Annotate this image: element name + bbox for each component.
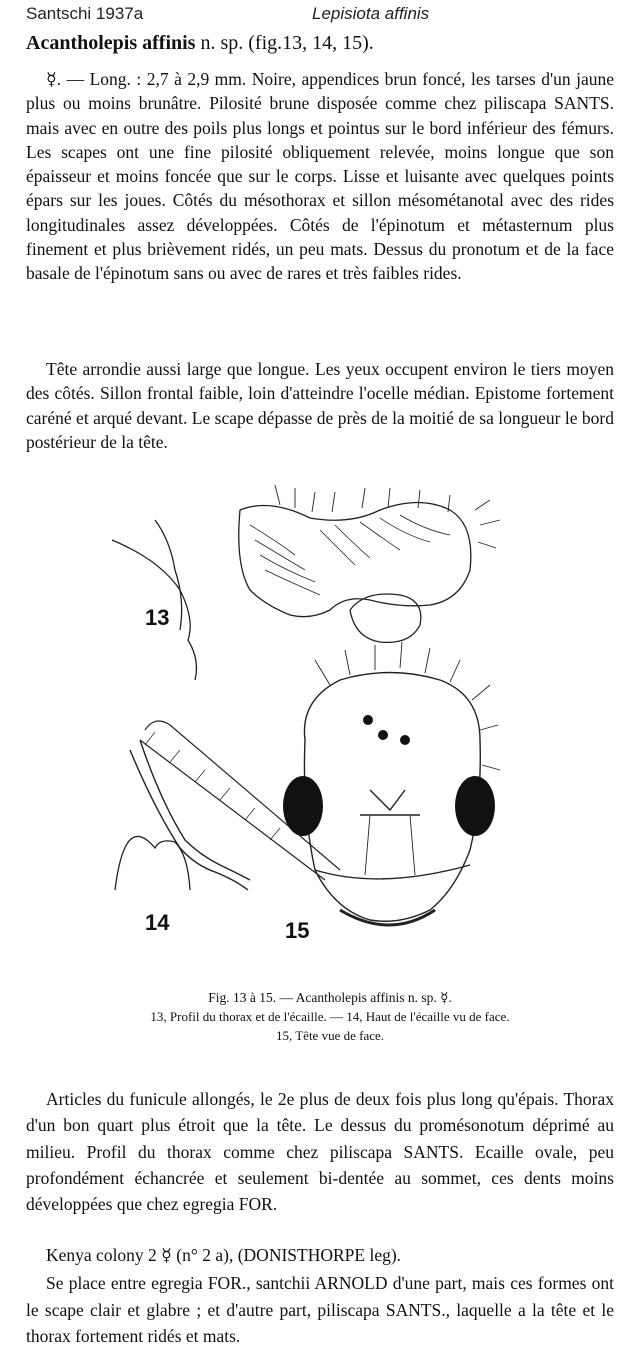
ant-eye-right (455, 776, 495, 836)
ocellus-right (400, 735, 410, 745)
fig-13-thorax-profile (112, 485, 500, 680)
diagnosis-paragraph: Se place entre egregia FOR., santchii ARNOLD d'une part, mais ces formes ont le scape clair et glabre ; et d'autre part, piliscapa SANTS., laquelle a la tête et le thorax fortement ridés et mats. (26, 1273, 614, 1346)
description-paragraph-1: ☿. — Long. : 2,7 à 2,9 mm. Noire, appendices brun foncé, les tarses d'un jaune plus ou moins brunâtre. Pilosité brune disposée comme chez piliscapa SANTS. mais avec en outre des poils plus longs et pointus sur le bord inférieur des fémurs. Les scapes ont une fine pilosité obliquement relevée, moins longue que son épaisseur et moins foncée que sur le corps. Lisse et luisante avec quelques points épars sur les joues. Côtés du mésothorax et sillon mésométanotal avec des rides longitudinales assez développées. Côtés de l'épinotum et métasternum plus finement et plus brièvement ridés, un peu mats. Dessus du pronotum et de la face basale de l'épinotum sans ou avec de rares et très faibles rides. (26, 69, 614, 284)
ant-figure-plate (100, 470, 540, 980)
ant-eye-left (283, 776, 323, 836)
fig-14-petiole-scale (115, 836, 190, 890)
description-paragraph-2: Tête arrondie aussi large que longue. Les yeux occupent environ le tiers moyen des côtés. Sillon frontal faible, loin d'atteindre l'ocelle médian. Epistome fortement caréné et arqué devant. Le scape dépasse de près de la moitié de sa longueur le bord postérieur de la tête. (26, 359, 614, 452)
caption-line-1: Fig. 13 à 15. — Acantholepis affinis n. sp. ☿. (208, 990, 452, 1005)
species-title (26, 32, 626, 55)
ocellus-median (363, 715, 373, 725)
material-examined: Kenya colony 2 ☿ (n° 2 a), (DONISTHORPE leg). (46, 1245, 402, 1265)
description-paragraph-3: Articles du funicule allongés, le 2e plus de deux fois plus long qu'épais. Thorax d'un bon quart plus étroit que la tête. Le dessus du promésonotum déprimé au milieu. Profil du thorax comme chez piliscapa SANTS. Ecaille ovale, peu profondément échancrée et seulement bi-dentée au sommet, ces dents moins développées que chez egregia FOR. (26, 1089, 614, 1215)
fig-label-15: 15 (285, 918, 310, 943)
fig-label-13: 13 (145, 605, 170, 630)
ocellus-left (378, 730, 388, 740)
caption-line-2: 13, Profil du thorax et de l'écaille. — 14, Haut de l'écaille vu de face. (150, 1009, 510, 1024)
figure-caption (60, 988, 600, 1045)
title-species: affinis (142, 32, 196, 54)
title-genus: Acantholepis (26, 32, 138, 54)
caption-line-3: 15, Tête vue de face. (275, 1028, 385, 1043)
fig-label-14: 14 (145, 910, 170, 935)
title-figs: (fig.13, 14, 15). (248, 32, 374, 54)
header-citation: Santschi 1937a (26, 4, 144, 23)
header-current-name: Lepisiota affinis (312, 4, 430, 23)
title-status: n. sp. (200, 32, 244, 54)
